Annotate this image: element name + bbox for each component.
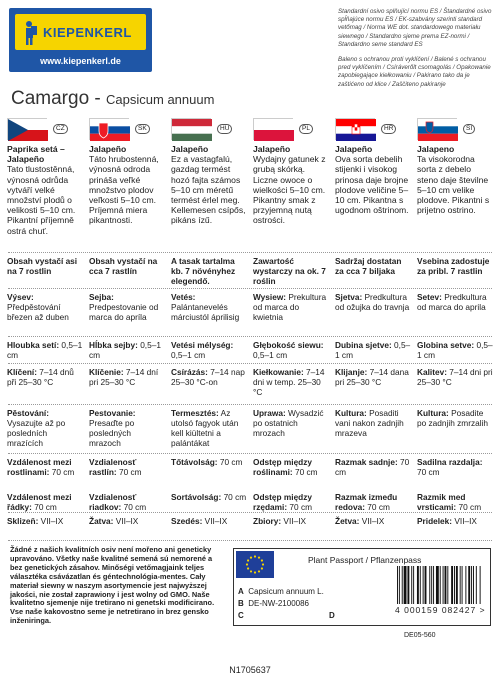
product-description: Ez a vastagfalú, gazdag termést hozó fajta számos 5–10 cm méretű termést érlel meg. Kellemesen csípős, pikáns ízű. [171, 154, 246, 226]
info-cell [4, 492, 86, 512]
info-label: Tőtávolság: [171, 457, 218, 467]
country-code: PL [299, 124, 313, 134]
info-value: 7–14 nap 25–30 °C-on [171, 367, 245, 387]
info-cell [86, 457, 168, 477]
info-cell [168, 367, 250, 397]
language-column-sk [86, 118, 168, 236]
kiepenkerl-figure-icon [20, 20, 38, 46]
info-cell [4, 408, 86, 448]
info-label: Sejba: [89, 292, 114, 302]
info-label: Vsebina zadostuje za pribl. 7 rastlin [417, 256, 490, 276]
info-cell [332, 256, 414, 286]
info-label: Klíčenie: [89, 367, 124, 377]
info-label: Žetva: [335, 516, 360, 526]
info-value: Palántanevelés márciustól áprilisig [171, 302, 240, 322]
info-cell [168, 492, 250, 512]
info-row [4, 408, 496, 448]
info-cell [4, 256, 86, 286]
barcode-digits: 4 000159 082427 > [395, 605, 486, 615]
language-column-cz [4, 118, 86, 236]
info-value: VII–IX [281, 516, 307, 526]
info-value: Vysazujte až po posledních mrazících [7, 418, 66, 448]
info-value: VII–IX [113, 516, 139, 526]
info-value: 70 cm [49, 467, 75, 477]
info-label: Hĺbka sejby: [89, 340, 138, 350]
row-divider [8, 540, 492, 541]
info-label: Klijanje: [335, 367, 368, 377]
passport-title: Plant Passport / Pflanzenpass [308, 555, 422, 565]
language-column-pl [250, 118, 332, 236]
passport-a: A Capsicum annuum L. [238, 587, 324, 596]
info-label: Sjetva: [335, 292, 363, 302]
info-cell [332, 367, 414, 397]
info-cell [414, 256, 496, 286]
info-value: VII–IX [359, 516, 385, 526]
product-name: Jalapeño [89, 144, 127, 154]
info-cell [4, 457, 86, 477]
info-label: Vzdialenosť rastlín: [89, 457, 137, 477]
info-label: Odstęp między rzędami: [253, 492, 313, 512]
info-row [4, 292, 496, 322]
language-column-hr [332, 118, 414, 236]
product-description: Ta visokorodna sorta z debelo steno daje številne 5–10 cm velike plodove. Pikantni s prijetno ostrino. [417, 154, 490, 216]
barcode [395, 566, 495, 604]
info-label: Vzdialenosť riadkov: [89, 492, 137, 512]
product-description: Tato tlustostěnná, výnosná odrůda vytváří velké množství plodů o velikosti 5–10 cm. Pikantní příjemně ostrá chuť. [7, 164, 76, 236]
info-value: 70 cm [335, 457, 410, 477]
info-value: VII–IX [38, 516, 64, 526]
info-label: Výsev: [7, 292, 34, 302]
info-cell [86, 408, 168, 448]
info-cell [414, 408, 496, 448]
info-cell [86, 340, 168, 360]
info-label: Hloubka setí: [7, 340, 60, 350]
info-cell [86, 256, 168, 286]
info-value: Prekultura od marca do kwietnia [253, 292, 327, 322]
info-cell [250, 256, 332, 286]
info-label: Zawartość wystarczy na ok. 7 roślin [253, 256, 326, 286]
info-value: Posadite po zadnjih zmrzalih [417, 408, 489, 428]
language-columns [4, 118, 496, 236]
info-cell [414, 457, 496, 477]
info-cell [414, 340, 496, 360]
product-name: Jalapeño [335, 144, 373, 154]
flag-sk-icon [89, 118, 129, 140]
info-cell [168, 457, 250, 477]
info-row [4, 492, 496, 512]
info-value: 7–14 dni pri 25–30 °C [417, 367, 493, 387]
info-label: Szedés: [171, 516, 203, 526]
info-label: Vetési mélység: [171, 340, 234, 350]
info-cell [414, 292, 496, 322]
info-cell [332, 492, 414, 512]
gmo-statement: Žádné z našich kvalitních osiv není mořeno ani geneticky upravováno. Všetky naše kvalitné semená sú nemorené a bez genetických zásahov. Minőségi vetőmagjaink teljes választéka csávázatlan és géntechnológia-mentes. Cały materiał siewny w naszym asortymencie jest najwyższej jakości, nie został zaprawiony i jest wolny od GMO. Naše kvalitetno sjemenje nije tretirano ni genetski modificirano. Vse naše kakovostno seme je netretirano in brez gensko inženiringa. [10, 545, 215, 626]
row-divider [8, 336, 492, 337]
brand-logo [9, 8, 152, 72]
info-label: Kiełkowanie: [253, 367, 304, 377]
info-cell [250, 408, 332, 448]
info-value: Predpestovanie od marca do apríla [89, 302, 159, 322]
info-cell [168, 408, 250, 448]
product-title: Camargo - Capsicum annuum [11, 88, 215, 109]
info-cell [250, 492, 332, 512]
info-cell [250, 292, 332, 322]
info-value: Předpěstování březen až duben [7, 302, 69, 322]
product-code: DE05-560 [404, 632, 436, 639]
info-label: Razmak sadnje: [335, 457, 398, 467]
info-cell [86, 492, 168, 512]
info-value: 70 cm [116, 467, 142, 477]
row-divider [8, 453, 492, 454]
info-label: Kultura: [335, 408, 367, 418]
info-label: Sortávolság: [171, 492, 222, 502]
info-value: 7–14 dni w temp. 25–30 °C [253, 367, 325, 397]
row-divider [8, 512, 492, 513]
info-value: VII–IX [202, 516, 228, 526]
product-description: Ova sorta debelih stijenki i visokog prinosa daje brojne plodove veličine 5–10 cm. Pikantna s ugodnom oštrinom. [335, 154, 409, 216]
info-row [4, 367, 496, 397]
info-value: 0,5–1 cm [335, 340, 411, 360]
info-label: Głębokość siewu: [253, 340, 324, 350]
info-label: Wysiew: [253, 292, 287, 302]
info-label: Klíčení: [7, 367, 37, 377]
flag-hr-icon [335, 118, 375, 140]
info-label: Pridelek: [417, 516, 453, 526]
info-cell [168, 340, 250, 360]
info-label: Kalitev: [417, 367, 447, 377]
product-name: Jalapeño [171, 144, 209, 154]
language-column-si [414, 118, 496, 236]
info-value: 70 cm [221, 492, 247, 502]
standards-packaging: Baleno s ochranou proti vyklíčení / Balené s ochranou pred vyklíčením / Csíráverőlt csomagolás / Opakowanie zapobiegające kiełkowaniu / Pakirano tako da je zaštićeno od klice / Zaščiteno pakiranje [338, 56, 491, 88]
info-label: Setev: [417, 292, 442, 302]
info-cell [332, 516, 414, 526]
info-label: Zbiory: [253, 516, 282, 526]
info-label: Obsah vystačí na cca 7 rastlín [89, 256, 158, 276]
info-label: Vzdálenost mezi rostlinami: [7, 457, 72, 477]
country-code: SK [135, 124, 150, 134]
info-row [4, 457, 496, 477]
passport-c: C [238, 611, 244, 620]
info-cell [4, 292, 86, 322]
info-label: Sadržaj dostatan za cca 7 biljaka [335, 256, 402, 276]
info-label: Sadilna razdalja: [417, 457, 483, 467]
info-value: Predkultura od marca do aprila [417, 292, 487, 312]
eu-flag-icon [236, 551, 274, 578]
country-code: HR [381, 124, 396, 134]
flag-hu-icon [171, 118, 211, 140]
variety-name: Camargo [11, 88, 90, 109]
info-value: 7–14 dnů při 25–30 °C [7, 367, 74, 387]
brand-url: www.kiepenkerl.de [40, 56, 121, 66]
info-cell [86, 516, 168, 526]
info-value: 0,5–1 cm [417, 340, 493, 360]
info-cell [168, 516, 250, 526]
info-value: 70 cm [364, 502, 390, 512]
info-cell [168, 256, 250, 286]
info-value: 70 cm [417, 467, 440, 477]
info-label: A tasak tartalma kb. 7 növényhez elegendő. [171, 256, 236, 286]
info-value: 70 cm [287, 502, 313, 512]
standards-seed: Standardní osivo splňující normu ES / Štandardné osivo spĺňajúce normu ES / EK-szabvány szerinti standard vetőmag / Norma WE dot. standardowego materiału siewnego / Standardno sjeme prema EZ-normi / Standardno seme standard ES [338, 8, 492, 48]
info-cell [86, 292, 168, 322]
info-cell [86, 367, 168, 397]
info-value: 7–14 dana pri 25–30 °C [335, 367, 409, 387]
info-cell [414, 367, 496, 397]
info-cell [168, 292, 250, 322]
info-cell [332, 340, 414, 360]
flag-pl-icon [253, 118, 293, 140]
info-value: 0,5–1 cm [89, 340, 161, 360]
info-row [4, 516, 496, 526]
product-description: Táto hrubostenná, výnosná odroda prináša veľké množstvo plodov veľkosti 5–10 cm. Príjemná miera pikantnosti. [89, 154, 159, 226]
row-divider [8, 252, 492, 253]
product-name: Jalapeño [253, 144, 291, 154]
info-value: Predkultura od ožujka do travnja [335, 292, 410, 312]
info-label: Žatva: [89, 516, 114, 526]
info-label: Odstęp między roślinami: [253, 457, 313, 477]
header [0, 0, 500, 88]
info-label: Kultura: [417, 408, 449, 418]
passport-d: D [329, 611, 335, 620]
info-label: Dubina sjetve: [335, 340, 392, 350]
info-label: Uprawa: [253, 408, 286, 418]
info-row [4, 340, 496, 360]
row-divider [8, 288, 492, 289]
info-cell [414, 492, 496, 512]
row-divider [8, 363, 492, 364]
info-value: 70 cm [292, 467, 318, 477]
info-value: VII–IX [452, 516, 477, 526]
info-label: Vetés: [171, 292, 196, 302]
info-value: 70 cm [456, 502, 482, 512]
info-label: Vzdálenost mezi řádky: [7, 492, 72, 512]
info-value: 0,5–1 cm [253, 350, 288, 360]
product-name: Jalapeno [417, 144, 455, 154]
info-cell [332, 292, 414, 322]
language-column-hu [168, 118, 250, 236]
info-label: Razmik med vrsticami: [417, 492, 466, 512]
info-label: Obsah vystačí asi na 7 rostlin [7, 256, 78, 276]
info-value: Az utolsó fagyok után kell kiültetni a palántákat [171, 408, 239, 448]
info-label: Pestovanie: [89, 408, 136, 418]
info-cell [250, 516, 332, 526]
info-label: Csírázás: [171, 367, 208, 377]
info-cell [414, 516, 496, 526]
info-cell [4, 516, 86, 526]
info-cell [250, 367, 332, 397]
standards-text [338, 8, 494, 96]
info-label: Globina setve: [417, 340, 475, 350]
info-value: 70 cm [121, 502, 147, 512]
flag-si-icon [417, 118, 457, 140]
info-value: 70 cm [31, 502, 57, 512]
info-label: Razmak između redova: [335, 492, 398, 512]
info-value: 7–14 dní pri 25–30 °C [89, 367, 159, 387]
row-divider [8, 404, 492, 405]
country-code: CZ [53, 124, 68, 134]
product-description: Wydajny gatunek z grubą skórką. Liczne owoce o wielkości 5–10 cm. Pikantny smak z przyjemną nutą ostrości. [253, 154, 326, 226]
info-label: Termesztés: [171, 408, 219, 418]
info-label: Sklizeň: [7, 516, 39, 526]
country-code: HU [217, 124, 232, 134]
flag-cz-icon [7, 118, 47, 140]
info-value: 0,5–1 cm [171, 350, 206, 360]
info-cell [4, 367, 86, 397]
info-value: Presaďte po posledných mrazoch [89, 418, 135, 448]
latin-name: Capsicum annuum [106, 92, 215, 107]
country-code: SI [463, 124, 475, 134]
brand-name: KIEPENKERL [43, 25, 132, 40]
info-cell [332, 457, 414, 477]
info-cell [250, 340, 332, 360]
info-cell [332, 408, 414, 448]
info-cell [250, 457, 332, 477]
info-row [4, 256, 496, 286]
info-value: Posaditi vani nakon zadnjih mrazeva [335, 408, 404, 438]
info-value: 70 cm [217, 457, 243, 467]
info-cell [4, 340, 86, 360]
info-label: Pěstování: [7, 408, 49, 418]
info-value: 0,5–1 cm [7, 340, 83, 360]
passport-b: B DE-NW-2100086 [238, 599, 310, 608]
product-name: Paprika setá – Jalapeño [7, 144, 65, 165]
lot-number: N1705637 [229, 665, 271, 675]
info-value: Wysadzić po ostatnich mrozach [253, 408, 324, 438]
